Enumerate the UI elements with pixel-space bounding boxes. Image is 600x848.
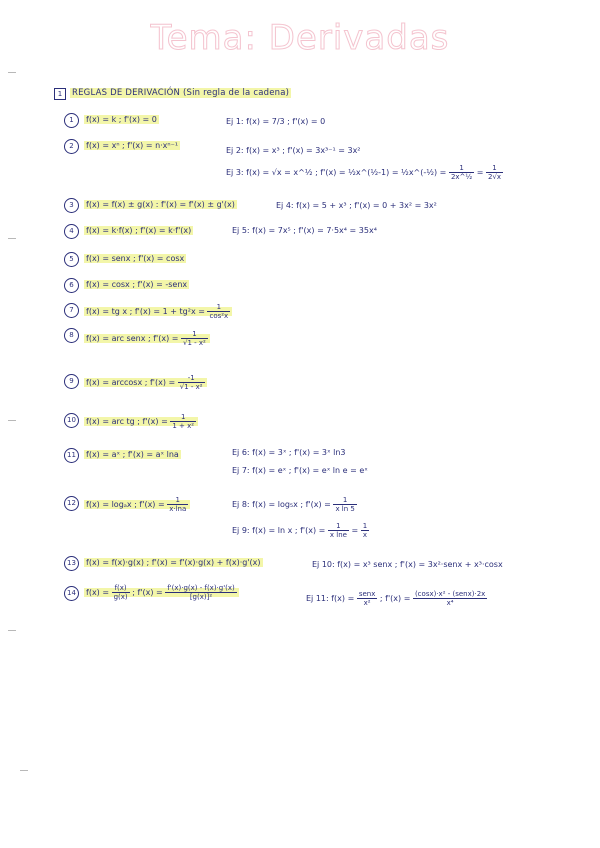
example-9-text: Ej 9: f(x) = ln x ; f'(x) = <box>232 526 326 535</box>
example-4: Ej 4: f(x) = 5 + x³ ; f'(x) = 0 + 3x² = 3x² <box>276 201 437 210</box>
fraction-denominator: x <box>362 531 368 539</box>
rule-10 <box>84 413 198 430</box>
rule-text-highlight <box>84 303 232 320</box>
rule-number: 3 <box>64 198 79 213</box>
fraction-denominator: 2√x <box>487 173 502 181</box>
fraction <box>328 522 349 539</box>
fraction-numerator: f(x) <box>112 584 130 593</box>
rule-number: 4 <box>64 224 79 239</box>
rule-text: f(x) = f(x)·g(x) ; f'(x) = f'(x)·g(x) + f(x)·g'(x) <box>86 558 261 567</box>
rule-number: 7 <box>64 303 79 318</box>
rule-text: f(x) = arc senx ; f'(x) = <box>86 334 179 343</box>
rule-number: 10 <box>64 413 79 428</box>
rule-14 <box>84 584 239 601</box>
fraction-denominator: x lne <box>329 531 347 539</box>
margin-mark <box>8 72 16 73</box>
rule-number: 6 <box>64 278 79 293</box>
example-10: Ej 10: f(x) = x³ senx ; f'(x) = 3x²·senx + x³·cosx <box>312 560 503 569</box>
section-number: 1 <box>54 88 66 100</box>
rule-text: f(x) = f(x) ± g(x) : f'(x) = f'(x) ± g'(x) <box>86 200 235 209</box>
rule-3 <box>84 200 237 210</box>
rule-text: f(x) = xⁿ ; f'(x) = n·xⁿ⁻¹ <box>86 141 179 150</box>
example-9 <box>232 522 369 539</box>
fraction <box>178 374 205 391</box>
rule-text: f(x) = k·f(x) ; f'(x) = k·f'(x) <box>86 226 192 235</box>
rule-number: 1 <box>64 113 79 128</box>
fraction-numerator: 1 <box>181 330 208 339</box>
rule-text-highlight <box>84 496 190 513</box>
fraction <box>357 590 378 607</box>
equals-sign: = <box>351 526 359 535</box>
fraction-numerator: 1 <box>362 522 368 530</box>
fraction-numerator: 1 <box>167 496 188 505</box>
rule-text: f(x) = arc tg ; f'(x) = <box>86 417 168 426</box>
example-11 <box>306 590 487 607</box>
example-8 <box>232 496 357 513</box>
rule-1 <box>84 115 159 125</box>
rule-text-highlight: f(x) = $\frac{f(x)}{g(x)}$ ; f'(x) = $\frac{f'(x)\cdot g(x) - f(x)\cdot g'(x)}{\text{[g(x)]²}}$ <box>84 588 239 597</box>
rule-number: 14 <box>64 586 79 601</box>
fraction-numerator: 1 <box>170 413 196 422</box>
fraction-denominator: x² <box>363 599 371 607</box>
rule-13 <box>84 558 263 568</box>
fraction <box>413 590 487 607</box>
fraction-numerator: f'(x)·g(x) - f(x)·g'(x) <box>167 584 235 592</box>
fraction-denominator: cos²x <box>209 312 229 320</box>
fraction <box>333 496 356 513</box>
margin-mark <box>8 420 16 421</box>
rule-text: f(x) = cosx ; f'(x) = -senx <box>86 280 188 289</box>
fraction-denominator: g(x) <box>113 593 128 601</box>
rule-7 <box>84 303 232 320</box>
fraction-denominator: √1 - x² <box>183 339 206 347</box>
fraction-numerator: 1 <box>449 164 474 173</box>
rule-number: 5 <box>64 252 79 267</box>
rule-5 <box>84 254 186 264</box>
rule-text: f(x) = senx ; f'(x) = cosx <box>86 254 185 263</box>
rule-8 <box>84 330 210 347</box>
fraction-denominator: x ln 5 <box>335 505 355 513</box>
rule-text: f(x) = tg x ; f'(x) = 1 + tg²x = <box>86 307 205 316</box>
fraction <box>181 330 208 347</box>
example-1: Ej 1: f(x) = 7/3 ; f'(x) = 0 <box>226 117 326 126</box>
fraction-numerator: 1 <box>486 164 503 173</box>
fraction-denominator: 1 + x² <box>172 422 195 430</box>
rule-4 <box>84 226 193 236</box>
fraction-denominator: √1 - x² <box>179 383 203 391</box>
rule-number: 11 <box>64 448 79 463</box>
rule-11 <box>84 450 181 460</box>
fraction <box>167 496 188 513</box>
example-11-text: Ej 11: f(x) = <box>306 594 355 603</box>
fraction-numerator: 1 <box>207 303 230 312</box>
fraction-denominator: 2x^½ <box>450 173 473 181</box>
rule-number: 8 <box>64 328 79 343</box>
rule-12 <box>84 496 190 513</box>
rule-number: 13 <box>64 556 79 571</box>
rule-2 <box>84 141 180 151</box>
fraction <box>165 584 237 601</box>
fraction-numerator: (cosx)·x² - (senx)·2x <box>414 590 486 598</box>
rule-text: f(x) = logₐx ; f'(x) = <box>86 500 165 509</box>
fraction <box>361 522 369 539</box>
fraction <box>449 164 474 181</box>
fraction <box>207 303 230 320</box>
rule-number: 2 <box>64 139 79 154</box>
margin-mark <box>20 770 28 771</box>
rule-text: f(x) = arccosx ; f'(x) = <box>86 378 176 387</box>
fraction-numerator: 1 <box>328 522 349 531</box>
rule-text: f(x) = aˣ ; f'(x) = aˣ lna <box>86 450 179 459</box>
section-heading-text: REGLAS DE DERIVACIÓN (Sin regla de la cadena) <box>72 88 290 98</box>
rule-text-highlight <box>84 374 207 391</box>
example-3-text: Ej 3: f(x) = √x = x^½ ; f'(x) = ½x^(½-1) = ½x^(-½) = <box>226 168 447 177</box>
fraction-denominator: [g(x)]² <box>189 593 213 601</box>
rule-text-highlight <box>84 330 210 347</box>
rule-9 <box>84 374 207 391</box>
example-11-mid: ; f'(x) = <box>379 594 411 603</box>
equals-sign: = <box>476 168 484 177</box>
margin-mark <box>8 630 16 631</box>
fraction-denominator: x·lna <box>169 505 187 513</box>
section-heading <box>70 88 291 98</box>
rule-text-highlight <box>84 413 198 430</box>
example-3 <box>226 164 503 181</box>
example-6: Ej 6: f(x) = 3ˣ ; f'(x) = 3ˣ ln3 <box>232 448 346 457</box>
rule-number: 12 <box>64 496 79 511</box>
example-7: Ej 7: f(x) = eˣ ; f'(x) = eˣ ln e = eˣ <box>232 466 368 475</box>
example-2: Ej 2: f(x) = x³ ; f'(x) = 3x³⁻¹ = 3x² <box>226 146 361 155</box>
margin-mark <box>8 238 16 239</box>
rule-text: f(x) = <box>86 588 110 597</box>
fraction <box>112 584 130 601</box>
rule-text: f(x) = k ; f'(x) = 0 <box>86 115 157 124</box>
fraction-denominator: x⁴ <box>446 599 454 607</box>
rule-number: 9 <box>64 374 79 389</box>
example-8-text: Ej 8: f(x) = log₅x ; f'(x) = <box>232 500 331 509</box>
rule-6 <box>84 280 189 290</box>
example-5: Ej 5: f(x) = 7x⁵ ; f'(x) = 7·5x⁴ = 35x⁴ <box>232 226 377 235</box>
fraction-numerator: 1 <box>333 496 356 505</box>
page-title: Tema: Derivadas <box>150 18 450 58</box>
fraction <box>486 164 503 181</box>
fraction-numerator: senx <box>358 590 376 598</box>
fraction <box>170 413 196 430</box>
fraction-numerator: -1 <box>178 374 205 383</box>
